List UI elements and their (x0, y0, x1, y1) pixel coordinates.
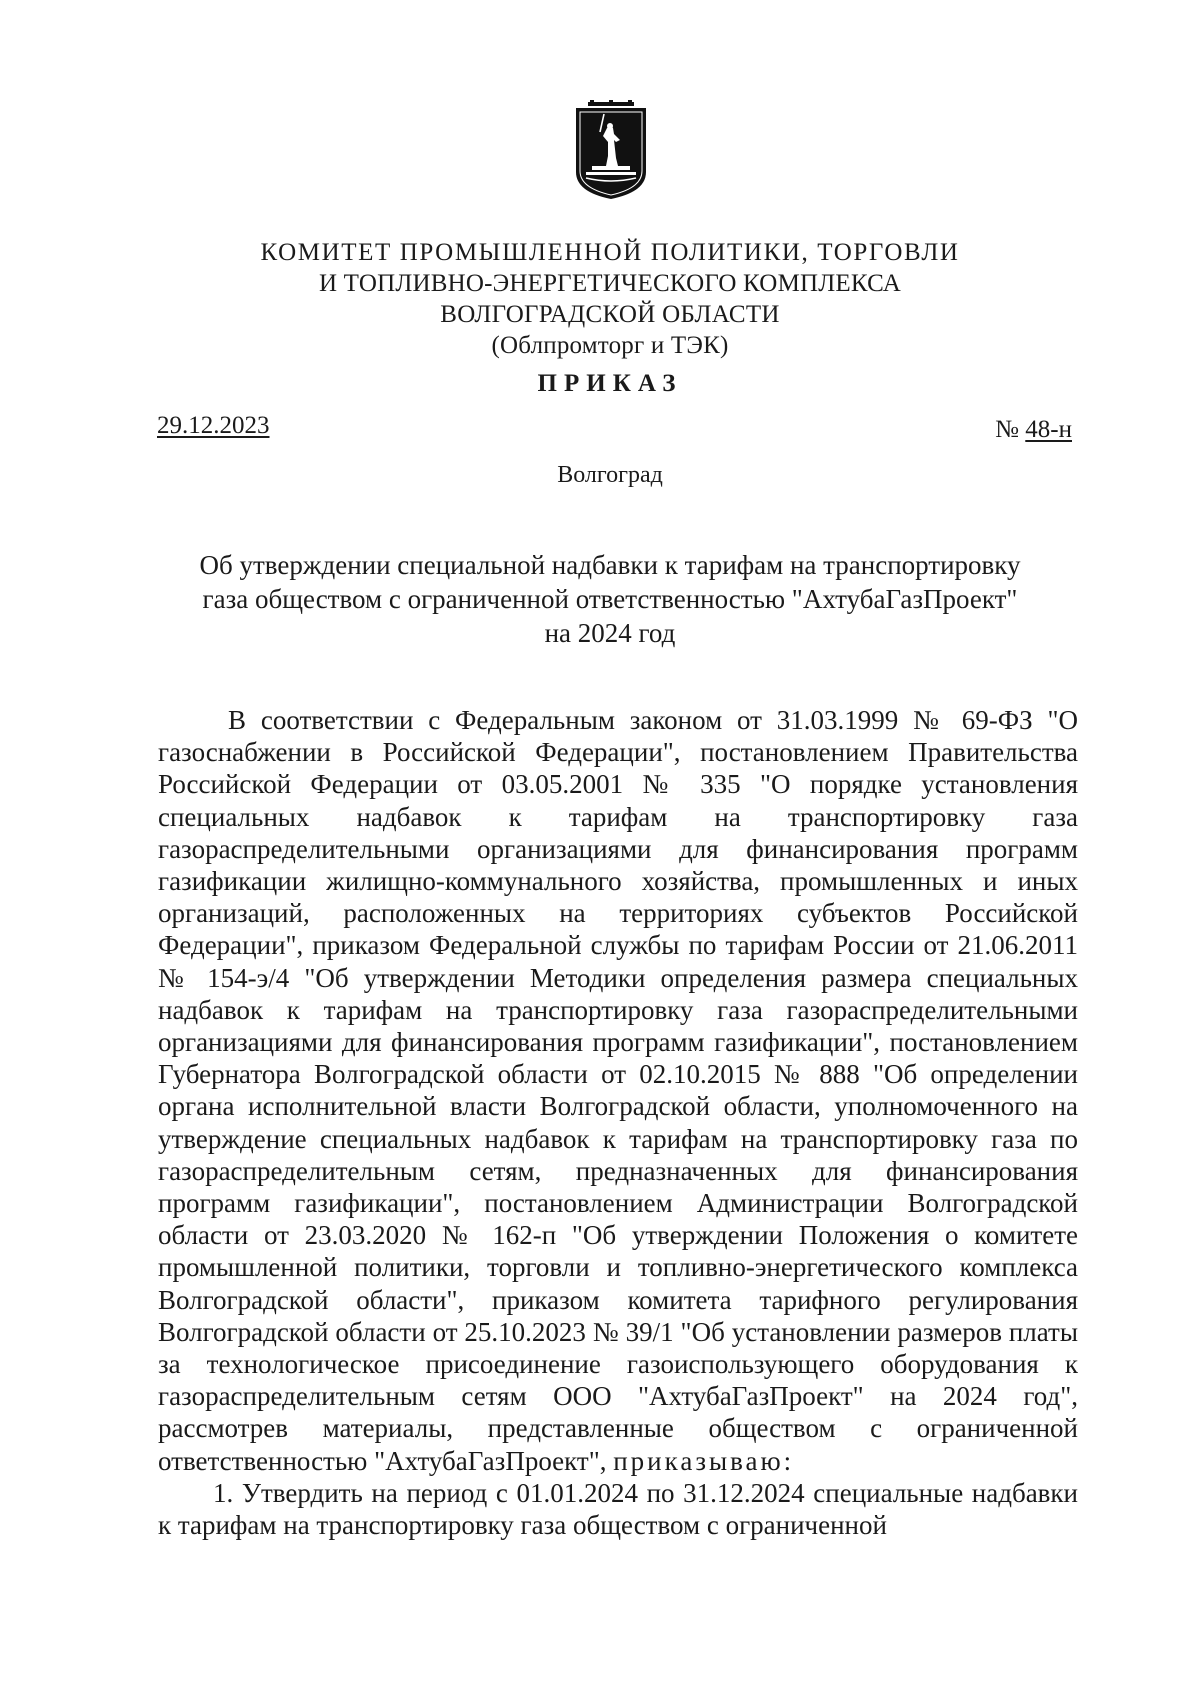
document-type: ПРИКАЗ (537, 370, 683, 397)
document-title-line-1: Об утверждении специальной надбавки к тарифам на транспортировку (199, 550, 1021, 580)
document-title-line-2: газа обществом с ограниченной ответственностью "АхтубаГазПроект" (202, 584, 1018, 614)
document-title-line-3: на 2024 год (544, 618, 676, 648)
preamble-text: В соответствии с Федеральным законом от 31.03.1999 № 69-ФЗ "О газоснабжении в Российской Федерации", постановлением Правительства Российской Федерации от 03.05.2001 № 335 "О порядке установления специальных надбавок к тарифам на транспортировку газа газораспределительными организациями для финансирования программ газификации жилищно-коммунального хозяйства, промышленных и иных организаций, расположенных на территориях субъектов Российской Федерации", приказом Федеральной службы по тарифам России от 21.06.2011 № 154-э/4 "Об утверждении Методики определения размера специальных надбавок к тарифам на транспортировку газа газораспределительными организациями для финансирования программ газификации", постановлением Губернатора Волгоградской области от 02.10.2015 № 888 "Об определении органа исполнительной власти Волгоградской области, уполномоченного на утверждение специальных надбавок к тарифам на транспортировку газа по газораспределительным сетям, предназначенных для финансирования программ газификации", постановлением Администрации Волгоградской области от 23.03.2020 № 162-п "Об утверждении Положения о комитете промышленной политики, торговли и топливно-энергетического комплекса Волгоградской области", приказом комитета тарифного регулирования Волгоградской области от 25.10.2023 № 39/1 "Об установлении размеров платы за технологическое присоединение газоиспользующего оборудования к газораспределительным сетям ООО "АхтубаГазПроект" на 2024 год", рассмотрев материалы, представленные обществом с ограниченной ответственностью "АхтубаГазПроект", (158, 705, 1078, 1476)
document-number (995, 416, 1072, 444)
order-word: приказываю: (613, 1445, 795, 1476)
organization-header (150, 237, 1070, 361)
document-number-value: 48-н (1025, 416, 1072, 443)
document-number-prefix: № (995, 416, 1026, 443)
order-item-1: 1. Утвердить на период с 01.01.2024 по 31.12.2024 специальные надбавки к тарифам на транспортировку газа обществом с ограниченной (158, 1477, 1078, 1541)
document-body (158, 704, 1078, 1541)
document-city: Волгоград (557, 462, 663, 488)
volgograd-coat-of-arms-icon (570, 100, 652, 200)
document-date: 29.12.2023 (157, 412, 270, 439)
organization-name-line-2: И ТОПЛИВНО-ЭНЕРГЕТИЧЕСКОГО КОМПЛЕКСА (318, 270, 902, 297)
preamble-paragraph (158, 704, 1078, 1477)
organization-abbreviation: (Облпромторг и ТЭК) (491, 332, 729, 359)
organization-name-line-3: ВОЛГОГРАДСКОЙ ОБЛАСТИ (440, 301, 780, 328)
document-title (150, 548, 1070, 650)
organization-name-line-1: КОМИТЕТ ПРОМЫШЛЕННОЙ ПОЛИТИКИ, ТОРГОВЛИ (260, 239, 960, 266)
